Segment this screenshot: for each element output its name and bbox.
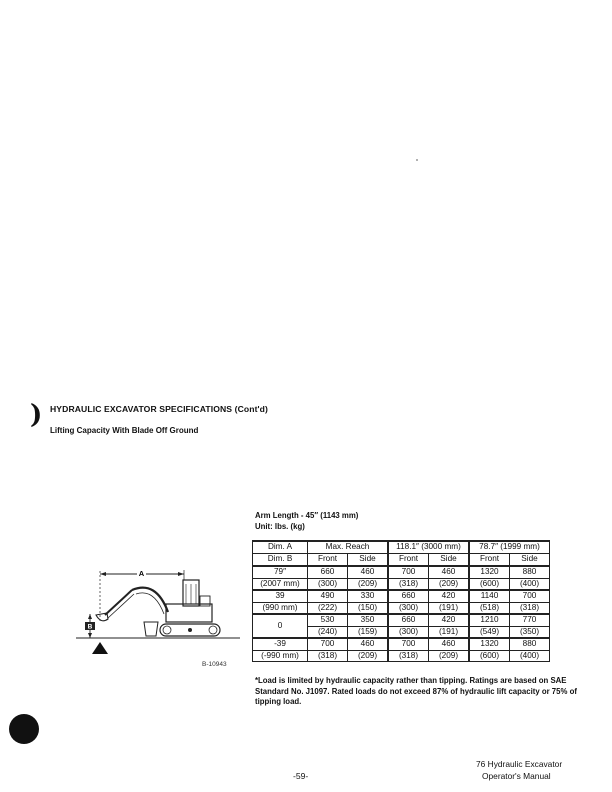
capacity-lbs: 530 (308, 614, 348, 626)
capacity-kg: (209) (348, 578, 389, 590)
capacity-lbs: 350 (348, 614, 389, 626)
dimension-b-label: B (87, 623, 93, 631)
capacity-kg: (209) (348, 650, 389, 662)
capacity-lbs: 490 (308, 590, 348, 602)
dimension-a-label: A (138, 569, 145, 578)
capacity-lbs: 770 (510, 614, 550, 626)
excavator-body (166, 604, 212, 622)
capacity-kg: (300) (388, 602, 429, 614)
track-roller (188, 628, 192, 632)
sub-header-side: Side (348, 554, 389, 567)
dim-b-metric: (2007 mm) (253, 578, 308, 590)
capacity-lbs: 460 (348, 566, 389, 578)
load-point-symbol (92, 642, 108, 654)
dim-b-value: 0 (253, 614, 308, 638)
lifting-capacity-table (252, 540, 550, 662)
capacity-kg: (549) (469, 626, 510, 638)
capacity-lbs: 1140 (469, 590, 510, 602)
dim-b-header: Dim. B (253, 554, 308, 567)
dimension-a-arrow-left (100, 572, 106, 576)
section-subtitle: Lifting Capacity With Blade Off Ground (50, 426, 199, 435)
table-row (253, 638, 550, 650)
capacity-lbs: 1320 (469, 638, 510, 650)
capacity-lbs: 1320 (469, 566, 510, 578)
section-title: HYDRAULIC EXCAVATOR SPECIFICATIONS (Cont'd) (50, 404, 268, 414)
table-row (253, 578, 550, 590)
arm-length-spec: Arm Length - 45″ (1143 mm) (255, 511, 359, 520)
table-row (253, 602, 550, 614)
capacity-kg: (600) (469, 578, 510, 590)
capacity-kg: (318) (308, 650, 348, 662)
capacity-kg: (209) (429, 578, 470, 590)
capacity-kg: (159) (348, 626, 389, 638)
capacity-lbs: 700 (308, 638, 348, 650)
manual-title: 76 Hydraulic Excavator (476, 759, 563, 769)
sub-header-front: Front (388, 554, 429, 567)
dim-b-metric: (990 mm) (253, 602, 308, 614)
page-number: -59- (293, 771, 309, 781)
sub-header-front: Front (308, 554, 348, 567)
dim-b-value: -39 (253, 638, 308, 650)
dimension-a-arrow-right (178, 572, 184, 576)
capacity-kg: (318) (388, 650, 429, 662)
capacity-kg: (191) (429, 626, 470, 638)
group-header-3000mm: 118.1″ (3000 mm) (388, 541, 469, 554)
capacity-kg: (318) (388, 578, 429, 590)
capacity-lbs: 460 (429, 566, 470, 578)
capacity-lbs: 420 (429, 590, 470, 602)
capacity-lbs: 880 (510, 638, 550, 650)
excavator-arm (105, 590, 132, 615)
figure-id: B-10943 (202, 661, 227, 668)
group-header-max-reach: Max. Reach (308, 541, 389, 554)
sub-header-side: Side (510, 554, 550, 567)
dim-a-header: Dim. A (253, 541, 308, 554)
capacity-lbs: 660 (388, 614, 429, 626)
table-row (253, 566, 550, 578)
binder-hole-mark (9, 714, 39, 744)
track-roller (163, 626, 171, 634)
capacity-kg: (318) (510, 602, 550, 614)
load-footnote: *Load is limited by hydraulic capacity rather than tipping. Ratings are based on SAE Standard No. J1097. Rated loads do not exceed 87% of hydraulic lift capacity or 75% of tipping load. (255, 676, 577, 707)
capacity-kg: (600) (469, 650, 510, 662)
binding-bracket-mark: ) (30, 400, 43, 430)
capacity-kg: (191) (429, 602, 470, 614)
capacity-lbs: 660 (388, 590, 429, 602)
dim-b-value: 79″ (253, 566, 308, 578)
capacity-kg: (300) (388, 626, 429, 638)
excavator-boom (132, 588, 168, 612)
table-header-row (253, 541, 550, 554)
capacity-lbs: 700 (388, 566, 429, 578)
capacity-lbs: 700 (510, 590, 550, 602)
capacity-kg: (518) (469, 602, 510, 614)
capacity-kg: (400) (510, 578, 550, 590)
arm-cylinder (108, 594, 134, 618)
capacity-lbs: 420 (429, 614, 470, 626)
capacity-kg: (350) (510, 626, 550, 638)
capacity-kg: (300) (308, 578, 348, 590)
sub-header-side: Side (429, 554, 470, 567)
scan-speck (416, 159, 418, 161)
capacity-kg: (400) (510, 650, 550, 662)
excavator-diagram (74, 560, 250, 660)
capacity-lbs: 330 (348, 590, 389, 602)
dimension-b-arrow-bottom (88, 633, 92, 638)
dim-b-metric: (-990 mm) (253, 650, 308, 662)
table-row (253, 590, 550, 602)
dozer-blade (144, 622, 158, 636)
dim-b-value: 39 (253, 590, 308, 602)
unit-spec: Unit: lbs. (kg) (255, 522, 305, 531)
table-subheader-row (253, 554, 550, 567)
capacity-lbs: 880 (510, 566, 550, 578)
capacity-kg: (240) (308, 626, 348, 638)
capacity-lbs: 700 (388, 638, 429, 650)
manual-subtitle: Operator's Manual (482, 771, 551, 781)
capacity-lbs: 460 (348, 638, 389, 650)
capacity-kg: (150) (348, 602, 389, 614)
capacity-kg: (222) (308, 602, 348, 614)
sub-header-front: Front (469, 554, 510, 567)
capacity-kg: (209) (429, 650, 470, 662)
capacity-lbs: 460 (429, 638, 470, 650)
capacity-lbs: 660 (308, 566, 348, 578)
track-roller (209, 626, 217, 634)
group-header-1999mm: 78.7″ (1999 mm) (469, 541, 550, 554)
capacity-lbs: 1210 (469, 614, 510, 626)
table-row (253, 614, 550, 626)
table-row (253, 650, 550, 662)
dimension-b-arrow-top (88, 614, 92, 619)
